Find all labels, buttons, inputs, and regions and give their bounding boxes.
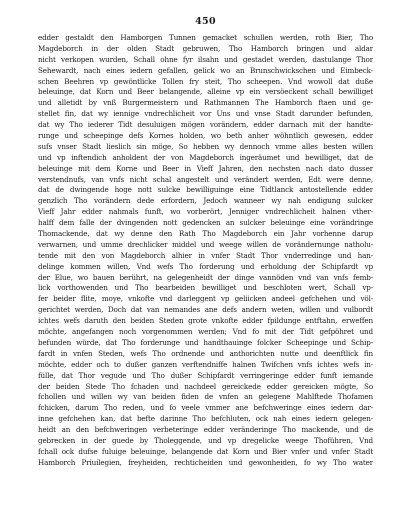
text-line: schen Beehren vp gewöntlicke Tollen fry steit, Tho scheepen. Vnd wowoll dat duße bbox=[38, 76, 373, 86]
text-line: dat wy Tho iederer Tidt desuluigen mögen vorändern, edder darnach mit der handte- bbox=[38, 120, 373, 130]
text-line: genzlich Tho vorändern dede erfordern, Jedoch wanneer wy nah endigung sulcker bbox=[38, 196, 373, 206]
text-line: fer beider flite, moye, vnkofte vnd darleggent vp geliicken andeel gefchehen und völ- bbox=[38, 294, 373, 304]
text-line: tende mit den von Magdeborch alhier in vnfer Stadt Thor vnderredinge und han- bbox=[38, 250, 373, 260]
text-line: edder gestaldt den Hamborgen Tunnen gemacket schullen werden, roth Bier, Tho bbox=[38, 33, 373, 42]
text-line: gerichtet werden, Doch dat van nemandes ane defs andern weten, willen und vulbordt bbox=[38, 305, 373, 315]
text-line: fülle, dat Thor vegude und Tho dußer Schipfardt verringeringe edder funft iemande bbox=[38, 370, 373, 380]
text-line: der beiden Stede Tho fchaden und nachdeel gereickede edder gereicken mögte, So bbox=[38, 381, 373, 391]
text-line: möchte, angefangen noch vorgenommen werden; Vnd fo mit der Tidt gefpöhret und bbox=[38, 327, 373, 337]
text-line: dat de dwingende hoge nott sulcke bewilliguinge eine Tidtlanck antostellende edder bbox=[38, 185, 373, 195]
text-line: befunden würde, dat Tho forderunge und handthauinge folcker Scheepinge und Schip- bbox=[38, 337, 373, 347]
text-line: verstendnufs, van vnfs nicht schal angestelt und verändert werden, Edt were denne, bbox=[38, 174, 373, 184]
text-line: beleuinge mit dem Korne und Beer in Vieff Jahren, den nechsten nach dato dusser bbox=[38, 163, 373, 173]
text-line: Vieff Jahr edder nahmals funft, wo vorberört, Jenniger vndrechlicheit halnen vther- bbox=[38, 207, 373, 217]
text-line: nicht verkopen wurden, Schall ohne fyr ilsahn und gestadet werden, dastulange Thor bbox=[38, 54, 373, 64]
text-line: halff dem falle der dvingenden nott gedencken an sulcker beleuinge eine vorändringe bbox=[38, 218, 373, 228]
text-line: fchicken, darum Tho reden, und fo veele vmmer ane befchweringe eines iedern dar- bbox=[38, 403, 373, 413]
text-line: Magdeborch in der olden Stadt gebruwen, Tho Hamborch bringen und aldar bbox=[38, 43, 373, 53]
text-line: delinge kommen willen, Vnd wefs Tho forderung und erholdung der Schipfardt vp bbox=[38, 261, 373, 271]
text-line: der Elue, wo bauen berührt, na gelegenheidt der dinge vannöden vnd van vnfs femb- bbox=[38, 272, 373, 282]
text-line: Thomackende, dat wy denne den Rath Tho Magdeborch ein Jahr vorhenne darup bbox=[38, 229, 373, 239]
text-line: sufs vnser Stadt lieslich sin möge, So hebben wy dennoch vmme alles besten willen bbox=[38, 141, 373, 151]
text-line: möchte, edder och to dußer ganzen verftendniffe halnen Twifchen vnfs ichtes wefs in- bbox=[38, 359, 373, 369]
text-line: verwarnen, und umme drechlicker middel und weege willen de vorändernunge natholu- bbox=[38, 239, 373, 249]
text-line: gebrecken in der guede by Tholeggende, und vp dregelicke weege Thoführen, Vnd bbox=[38, 435, 373, 445]
text-line: und alletidt by vnß Burgermeistern und Rathmannen The Hamborch ftaen und ge- bbox=[38, 98, 373, 108]
text-line: beleuinge, dat Korn und Beer belangende, alleine vp ein versöeckent schall bewilliget bbox=[38, 87, 373, 97]
text-line: ichtes wefs daruth den beiden Steden grote vnkofte edder fpildunge entftahn, erweffen bbox=[38, 316, 373, 326]
page-number: 450 bbox=[195, 16, 216, 27]
text-line: fardt in vnfen Steden, wefs Tho ordnende und anthorichten nutte und deenftlick fin bbox=[38, 348, 373, 358]
text-line: lick vorthowenden und Tho bearbeiden bewilliget und beschloten wert, Schall vp- bbox=[38, 283, 373, 293]
text-line: und vp inftendich anholdent der von Magdeborch ingeräumet und bewilliget, dat de bbox=[38, 152, 373, 162]
text-line: runge und scheepinge defs Kornes holden, wo beth anher wöhntlich gewesen, edder bbox=[38, 131, 373, 141]
text-line: fchall ock dufse fuluige beleuinge, belangende dat Korn und Bier vnfer und vnfer Stadt bbox=[38, 446, 373, 456]
body-text bbox=[38, 33, 373, 469]
text-line: heidt an den befchweringen verbeteringe edder veränderinge Tho mackende, und de bbox=[38, 425, 373, 435]
text-line: fchollen und willen wy van beiden fiden de vnfen an gelegene Mahlftede Thofamen bbox=[38, 392, 373, 402]
text-line: inne gefchehen kan, dat befte darinne Tho befchluten, ock nah eines iedern gelegen- bbox=[38, 414, 373, 424]
text-line: Sehewardt, nach eines iedern gefallen, gelick wo an Brunschwickschen und Eimbeck- bbox=[38, 65, 373, 75]
text-line: Hamborch Priuilegien, freyheiden, rechticheiden und gewonheiden, fo wy Tho water bbox=[38, 457, 373, 467]
text-line: stellet fin, dat wy iennige vndrechlicheit vor Uns und vnse Stadt darunder befunden, bbox=[38, 109, 373, 119]
